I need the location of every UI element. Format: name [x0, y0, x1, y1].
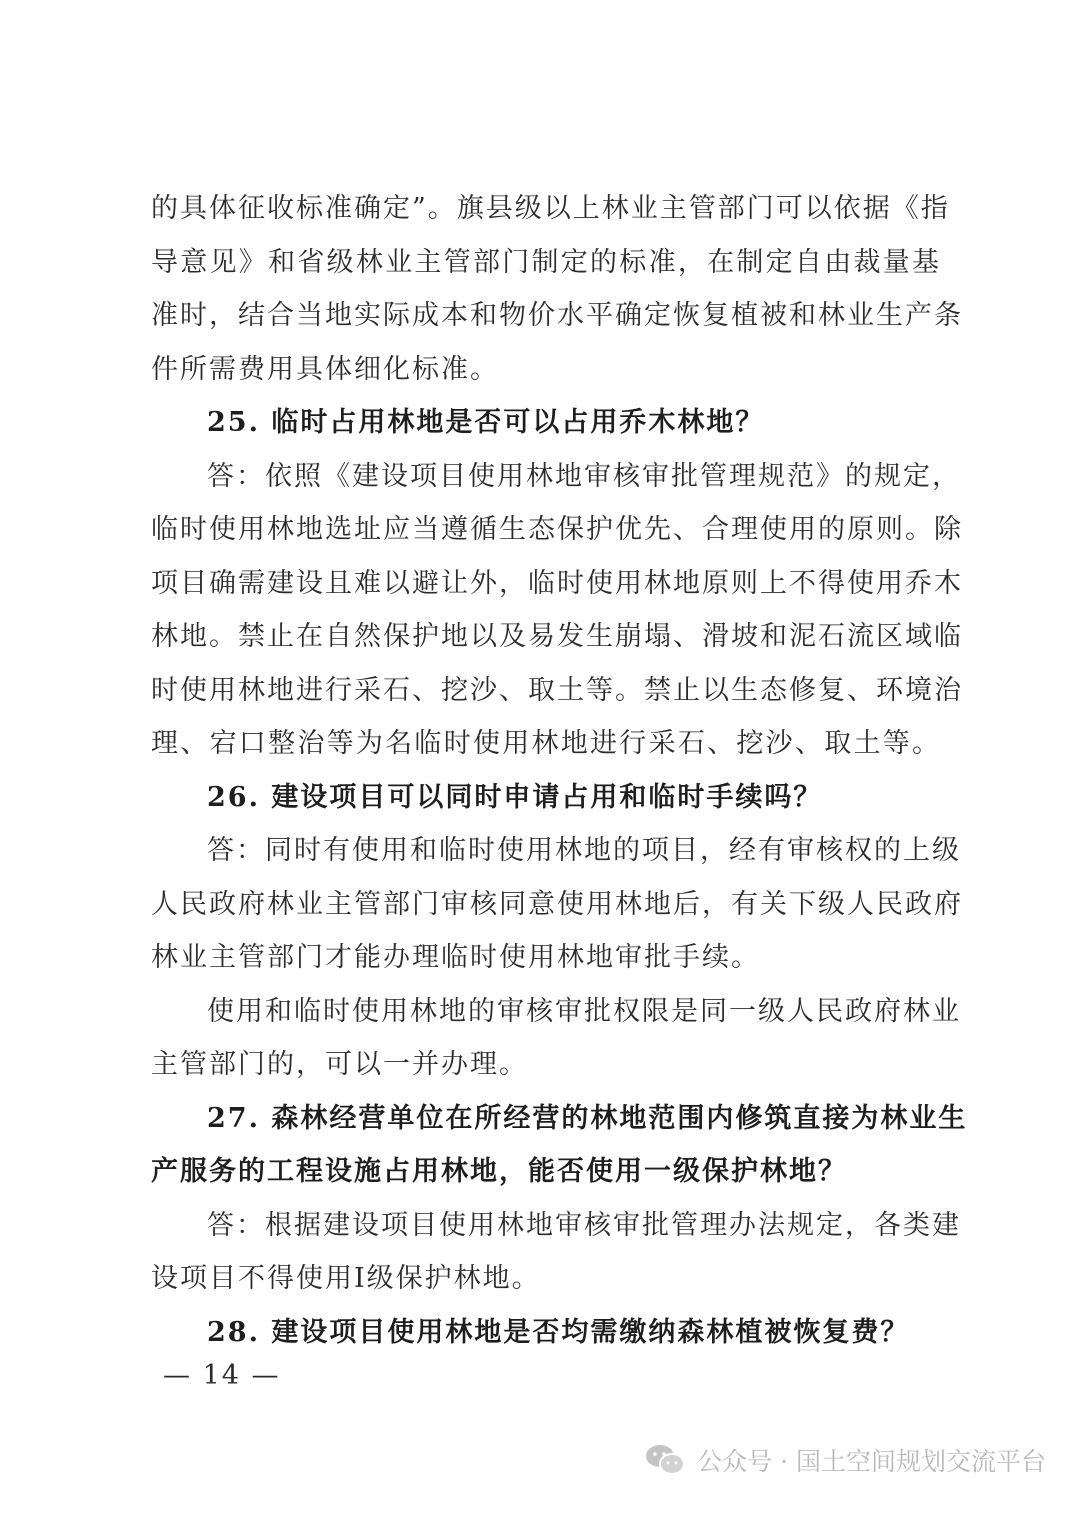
- text-line: 件所需费用具体细化标准。: [151, 353, 499, 385]
- question-line: 25. 临时占用林地是否可以占用乔木林地？: [207, 407, 765, 438]
- text-line: 项目确需建设且难以避让外，临时使用林地原则上不得使用乔木: [151, 567, 963, 599]
- text-line: 主管部门的，可以一并办理。: [151, 1049, 528, 1080]
- question-line: 26. 建设项目可以同时申请占用和临时手续吗？: [207, 781, 823, 813]
- question-line: 28. 建设项目使用林地是否均需缴纳森林植被恢复费？: [207, 1316, 910, 1348]
- wechat-icon: [645, 1443, 685, 1477]
- question-line: 产服务的工程设施占用林地，能否使用一级保护林地？: [151, 1156, 847, 1187]
- text-line: 设项目不得使用Ⅰ级保护林地。: [151, 1263, 541, 1294]
- watermark: [645, 1440, 1046, 1480]
- text-line: 答：根据建设项目使用林地审核审批管理办法规定，各类建: [207, 1209, 961, 1241]
- text-line: 林地。禁止在自然保护地以及易发生崩塌、滑坡和泥石流区域临: [151, 621, 963, 652]
- text-line: 准时，结合当地实际成本和物价水平确定恢复植被和林业生产条: [151, 300, 963, 331]
- text-line: 临时使用林地选址应当遵循生态保护优先、合理使用的原则。除: [151, 514, 963, 545]
- text-line: 答：同时有使用和临时使用林地的项目，经有审核权的上级: [207, 835, 961, 866]
- question-line: 27. 森林经营单位在所经营的林地范围内修筑直接为林业生: [207, 1102, 968, 1134]
- document-body: [151, 182, 968, 1359]
- text-line: 时使用林地进行采石、挖沙、取土等。禁止以生态修复、环境治: [151, 674, 963, 706]
- watermark-text: 公众号 · 国土空间规划交流平台: [697, 1447, 1046, 1476]
- text-line: 人民政府林业主管部门审核同意使用林地后，有关下级人民政府: [151, 888, 963, 920]
- text-line: 导意见》和省级林业主管部门制定的标准，在制定自由裁量基: [151, 246, 941, 278]
- text-line: 答：依照《建设项目使用林地审核审批管理规范》的规定，: [207, 460, 961, 492]
- text-line: 理、宕口整治等为名临时使用林地进行采石、挖沙、取土等。: [151, 728, 941, 759]
- text-line: 林业主管部门才能办理临时使用林地审批手续。: [151, 942, 760, 973]
- text-line: 使用和临时使用林地的审核审批权限是同一级人民政府林业: [207, 995, 961, 1027]
- text-line: 的具体征收标准确定”。旗县级以上林业主管部门可以依据《指: [151, 193, 950, 224]
- page-number: — 14 —: [163, 1360, 281, 1391]
